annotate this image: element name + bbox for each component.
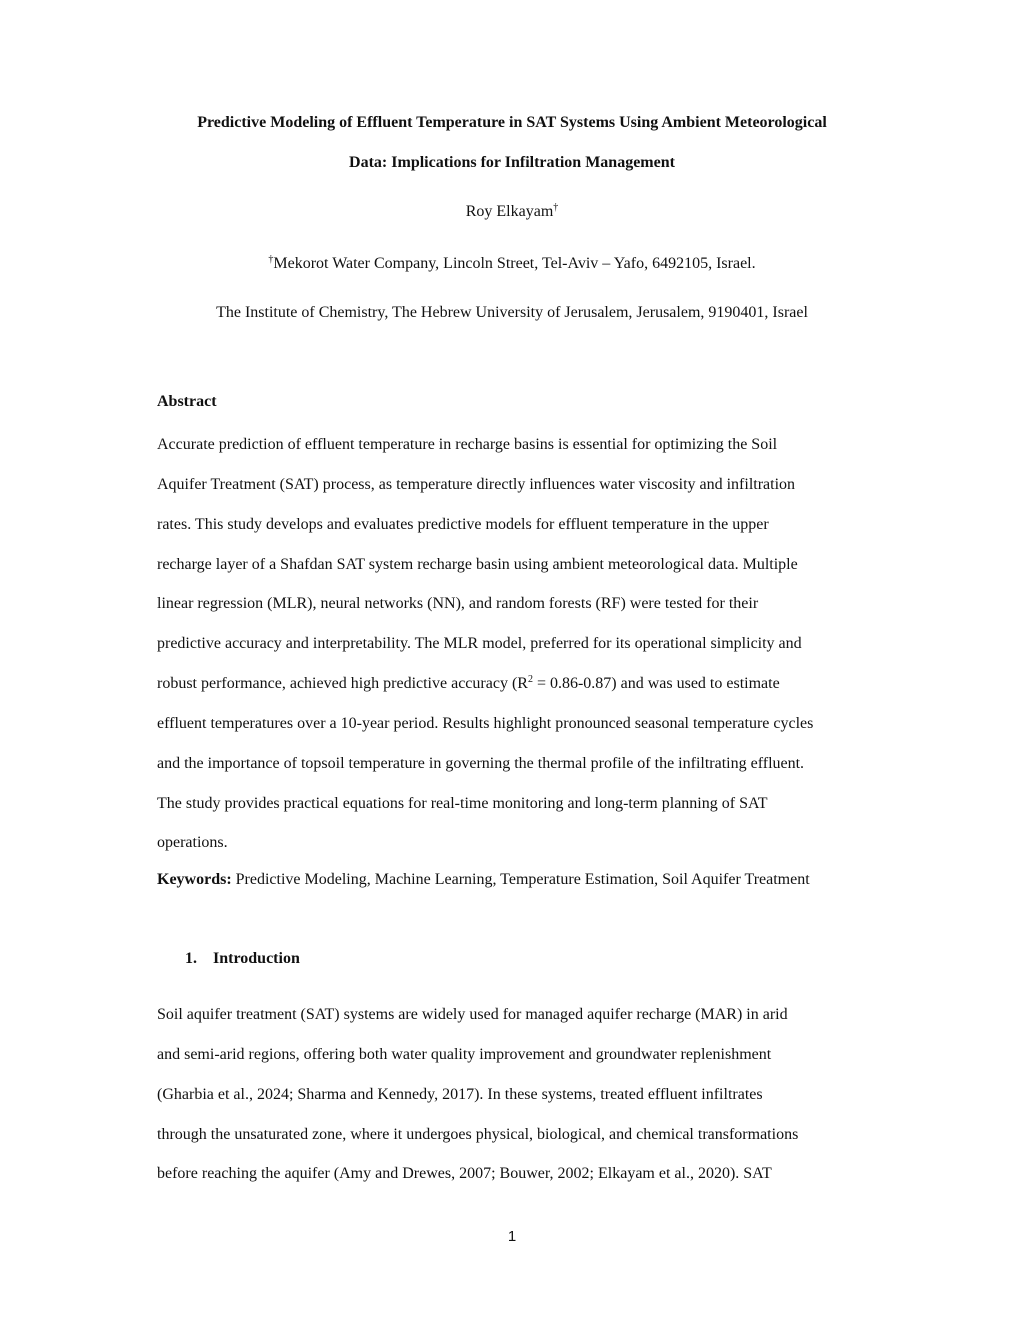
abstract-line: operations. (157, 834, 228, 852)
affiliation-1-text: Mekorot Water Company, Lincoln Street, Tel-Aviv – Yafo, 6492105, Israel. (273, 255, 756, 272)
introduction-line: through the unsaturated zone, where it undergoes physical, biological, and chemical transformations (157, 1125, 799, 1143)
page-number: 1 (507, 1228, 517, 1245)
abstract-heading: Abstract (157, 393, 217, 410)
abstract-line: effluent temperatures over a 10-year period. Results highlight pronounced seasonal temperature cycles (157, 714, 814, 732)
section-heading-introduction (185, 950, 300, 968)
r2-text-after: = 0.86-0.87) and was used to estimate (532, 675, 780, 693)
paper-title-line-1: Predictive Modeling of Effluent Temperature in SAT Systems Using Ambient Meteorological (197, 114, 827, 131)
abstract-line-r2 (157, 664, 873, 704)
r2-text-before: robust performance, achieved high predictive accuracy (R (157, 675, 528, 693)
keywords (157, 871, 897, 889)
affiliation-1 (0, 255, 1024, 273)
abstract-line: Aquifer Treatment (SAT) process, as temperature directly influences water viscosity and infiltration (157, 475, 796, 493)
keywords-label: Keywords: (157, 871, 232, 888)
abstract-line: Accurate prediction of effluent temperature in recharge basins is essential for optimizing the Soil (157, 436, 778, 453)
abstract-line: predictive accuracy and interpretability. The MLR model, preferred for its operational simplicity and (157, 635, 802, 653)
introduction-line: before reaching the aquifer (Amy and Drewes, 2007; Bouwer, 2002; Elkayam et al., 2020). SAT (157, 1165, 772, 1183)
section-number: 1. (185, 950, 197, 967)
affiliation-dagger-mark: † (268, 254, 274, 265)
author-name (0, 203, 1024, 221)
abstract-line: linear regression (MLR), neural networks (NN), and random forests (RF) were tested for their (157, 595, 759, 613)
affiliation-2: The Institute of Chemistry, The Hebrew University of Jerusalem, Jerusalem, 9190401, Israel (216, 304, 808, 321)
abstract-line: rates. This study develops and evaluates predictive models for effluent temperature in the upper (157, 515, 769, 533)
section-title: Introduction (213, 950, 300, 967)
abstract-body (157, 425, 873, 863)
paper-title-line-2: Data: Implications for Infiltration Management (349, 154, 675, 171)
author-name-text: Roy Elkayam (465, 203, 554, 220)
abstract-line: recharge layer of a Shafdan SAT system recharge basin using ambient meteorological data. Multiple (157, 555, 798, 573)
r2-superscript: 2 (527, 674, 533, 686)
author-dagger-mark: † (553, 202, 559, 213)
introduction-line: (Gharbia et al., 2024; Sharma and Kennedy, 2017). In these systems, treated effluent infiltrates (157, 1085, 763, 1103)
introduction-line: and semi-arid regions, offering both water quality improvement and groundwater replenishment (157, 1045, 772, 1063)
introduction-line: Soil aquifer treatment (SAT) systems are widely used for managed aquifer recharge (MAR) in arid (157, 1006, 788, 1023)
introduction-body (157, 995, 873, 1194)
keywords-text: Predictive Modeling, Machine Learning, Temperature Estimation, Soil Aquifer Treatment (231, 871, 810, 888)
abstract-line: and the importance of topsoil temperature in governing the thermal profile of the infiltrating effluent. (157, 754, 805, 772)
abstract-line: The study provides practical equations for real-time monitoring and long-term planning of SAT (157, 794, 768, 812)
